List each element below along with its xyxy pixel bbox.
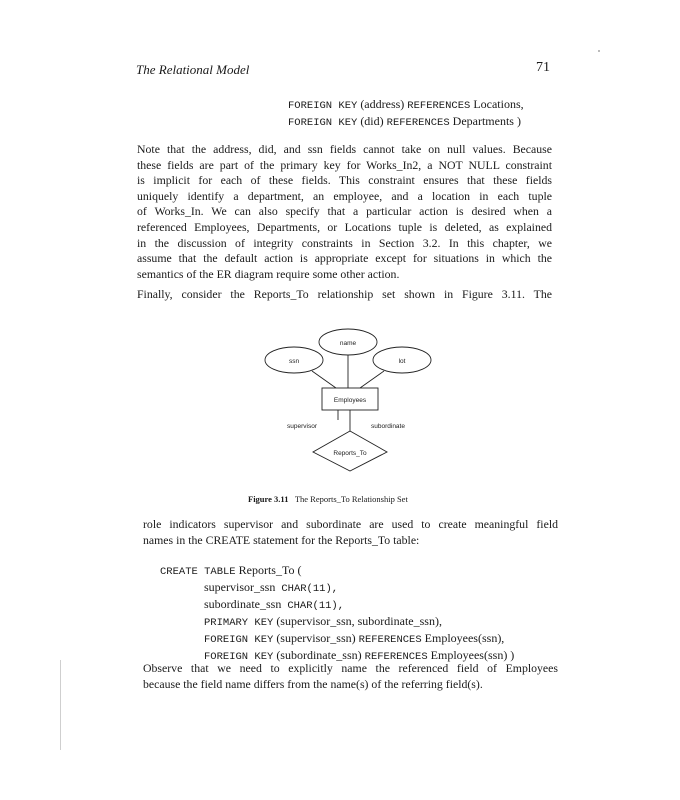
role-subordinate-label: subordinate [371,423,405,430]
text-line: Observe that we need to explicitly name the referenced field of Employees [143,661,558,675]
code-line: FOREIGN KEY (subordinate_ssn) REFERENCES Employees(ssn) ) [204,648,515,663]
text-line: these fields are part of the primary key for Works_In2, a NOT NULL constraint [137,157,552,172]
text-line: of Works_In. We can also specify that a particular action is desired when a [137,204,552,219]
create-table-statement [160,563,514,665]
text-line: Finally, consider the Reports_To relationship set shown in Figure 3.11. The [137,287,552,301]
text-line: because the field name differs from the name(s) of the referring field(s). [143,676,483,691]
running-header-title: The Relational Model [136,62,250,77]
top-code-block [288,97,524,131]
entity-employees-label: Employees [333,397,367,404]
text-line: Note that the address, did, and ssn fields cannot take on null values. Because [137,142,552,156]
text-line: in the discussion of integrity constraints in Section 3.2. In this chapter, we [137,235,552,250]
paragraph-null-constraints [137,142,552,282]
scan-margin-mark [60,660,61,750]
text-line: uniquely identify a department, an employee, and a location in each tuple [137,188,552,203]
relationship-reports-to-label: Reports_To [333,450,367,457]
page-number: 71 [536,60,550,75]
code-line: FOREIGN KEY (supervisor_ssn) REFERENCES Employees(ssn), [204,631,505,646]
code-line: subordinate_ssn CHAR(11), [204,597,345,612]
role-supervisor-label: supervisor [287,423,317,430]
text-line: role indicators supervisor and subordinate are used to create meaningful field [143,517,558,531]
text-line: referenced Employees, Departments, or Locations tuple is deleted, as explained [137,219,552,234]
paragraph-role-indicators [143,517,558,548]
figure-caption-label: Figure 3.11 [248,494,289,504]
code-line: PRIMARY KEY (supervisor_ssn, subordinate_ssn), [204,614,442,629]
code-line: supervisor_ssn CHAR(11), [204,580,339,595]
figure-caption-text: The Reports_To Relationship Set [294,494,408,504]
attribute-ssn-label: ssn [288,358,300,365]
text-line: semantics of the ER diagram require some other action. [137,266,400,281]
attribute-lot-label: lot [398,358,406,365]
text-line: is implicit for each of these fields. This constraint ensures that these fields [137,173,552,188]
paragraph-reports-to-intro [137,287,552,303]
code-line: CREATE TABLE Reports_To ( [160,563,302,578]
text-line: names in the CREATE statement for the Reports_To table: [143,532,420,547]
paragraph-explicit-naming [143,661,558,692]
er-diagram-reports-to [250,322,450,472]
link-lot-entity [360,371,384,388]
attribute-name-label: name [339,340,357,347]
scan-speck [598,50,600,52]
figure-caption [248,494,408,504]
link-ssn-entity [312,371,336,388]
code-line: FOREIGN KEY (address) REFERENCES Locations, [288,97,524,112]
code-line: FOREIGN KEY (did) REFERENCES Departments ) [288,114,521,129]
text-line: assume that the default action is appropriate except for situations in which the [137,251,552,266]
